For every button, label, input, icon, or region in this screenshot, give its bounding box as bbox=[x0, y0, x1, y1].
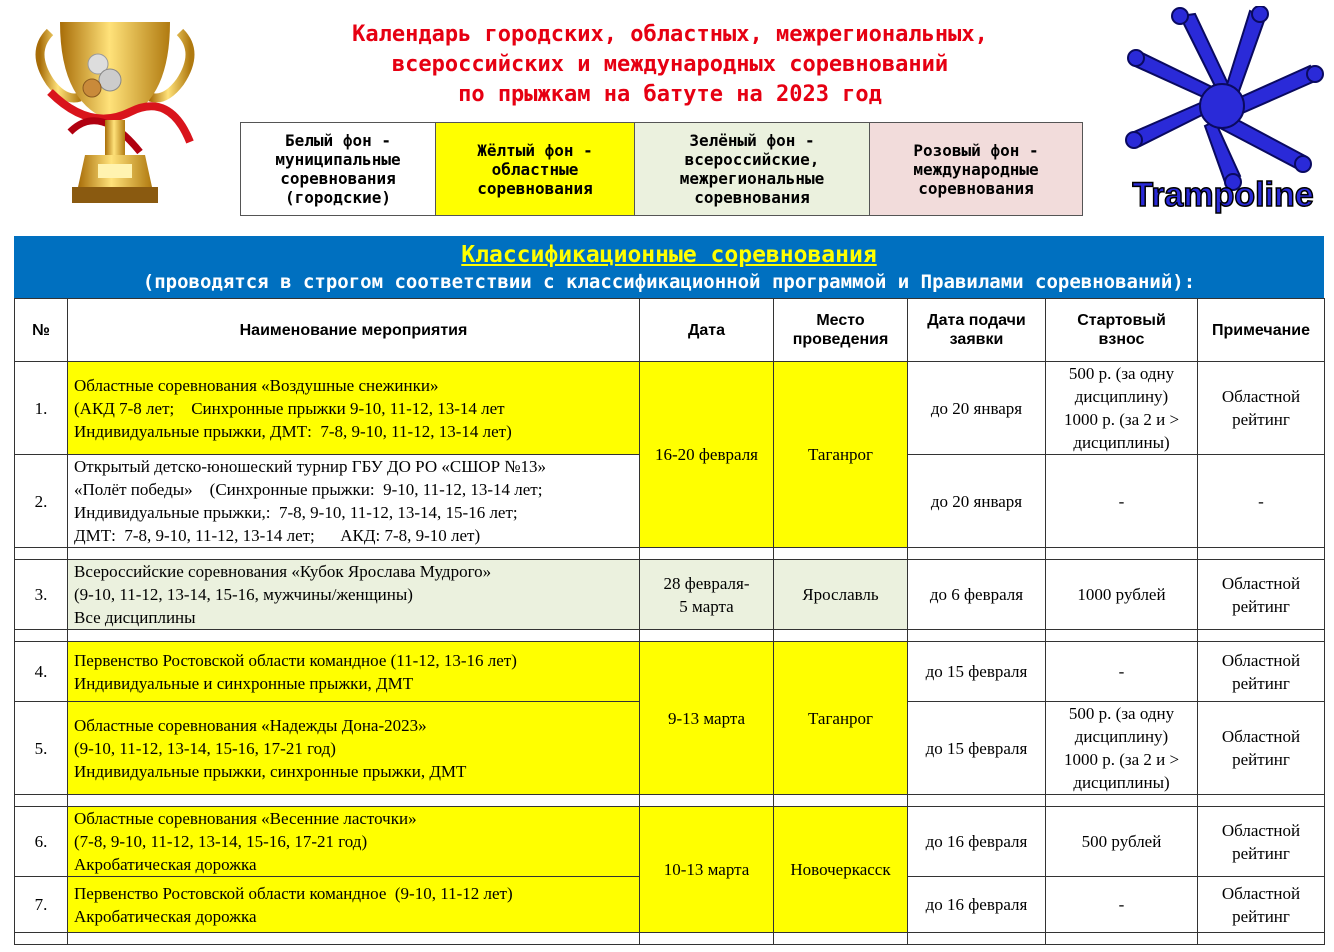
event-name bbox=[68, 362, 640, 455]
event-name bbox=[68, 702, 640, 795]
title-line-3: по прыжкам на батуте на 2023 год bbox=[458, 82, 882, 107]
event-deadline: до 15 февраля bbox=[908, 702, 1046, 795]
event-num: 7. bbox=[15, 877, 68, 933]
note-line: рейтинг bbox=[1232, 673, 1290, 693]
section-subtitle: (проводятся в строгом соответствии с классификационной программой и Правилами соревнований): bbox=[142, 271, 1196, 293]
date-line: 5 марта bbox=[679, 596, 734, 616]
event-deadline: до 6 февраля bbox=[908, 560, 1046, 630]
event-deadline: до 20 января bbox=[908, 455, 1046, 548]
col-name: Наименование мероприятия bbox=[68, 299, 640, 362]
note-line: рейтинг bbox=[1232, 906, 1290, 926]
event-name-line: Областные соревнования «Надежды Дона-2023» bbox=[74, 715, 427, 735]
note-line: рейтинг bbox=[1232, 410, 1290, 429]
event-deadline: до 16 февраля bbox=[908, 877, 1046, 933]
table-row bbox=[15, 807, 1325, 877]
event-name bbox=[68, 560, 640, 630]
event-note bbox=[1198, 807, 1325, 877]
event-name-line: Первенство Ростовской области командное (9-10, 11-12 лет) bbox=[74, 883, 513, 903]
event-name-line: Индивидуальные прыжки,: 7-8, 9-10, 11-12, 13-14, 15-16 лет; bbox=[74, 503, 518, 522]
event-date: 16-20 февраля bbox=[640, 362, 774, 548]
event-fee bbox=[1046, 362, 1198, 455]
fee-line: 500 р. (за одну bbox=[1068, 364, 1175, 383]
event-place: Ярославль bbox=[774, 560, 908, 630]
event-date bbox=[640, 560, 774, 630]
competitions-table bbox=[14, 298, 1325, 945]
date-line: 28 февраля- bbox=[663, 573, 750, 593]
title-line-1: Календарь городских, областных, межрегиональных, bbox=[352, 22, 988, 47]
event-name bbox=[68, 642, 640, 702]
col-num: № bbox=[15, 299, 68, 362]
event-note bbox=[1198, 642, 1325, 702]
legend-white: Белый фон - муниципальные соревнования (городские) bbox=[241, 123, 436, 216]
event-name-line: Первенство Ростовской области командное (11-12, 13-16 лет) bbox=[74, 650, 517, 670]
event-name-line: Всероссийские соревнования «Кубок Ярослава Мудрого» bbox=[74, 562, 492, 581]
fee-line: дисциплину) bbox=[1074, 387, 1169, 406]
col-note: Примечание bbox=[1198, 299, 1325, 362]
title-line-2: всероссийских и международных соревнований bbox=[391, 52, 949, 77]
event-num: 6. bbox=[15, 807, 68, 877]
event-fee: 1000 рублей bbox=[1046, 560, 1198, 630]
event-date: 9-13 марта bbox=[640, 642, 774, 795]
event-place: Новочеркасск bbox=[774, 807, 908, 933]
event-name bbox=[68, 455, 640, 548]
event-name-line: (7-8, 9-10, 11-12, 13-14, 15-16, 17-21 год) bbox=[74, 832, 368, 851]
event-name-line: ДМТ: 7-8, 9-10, 11-12, 13-14 лет; АКД: 7-8, 9-10 лет) bbox=[74, 526, 481, 545]
spacer-row bbox=[15, 795, 1325, 807]
event-name-line: Акробатическая дорожка bbox=[74, 855, 257, 874]
event-fee bbox=[1046, 702, 1198, 795]
trampoline-logo bbox=[1120, 6, 1326, 218]
event-num: 3. bbox=[15, 560, 68, 630]
note-line: Областной bbox=[1221, 573, 1301, 593]
note-line: Областной bbox=[1221, 387, 1301, 406]
event-place: Таганрог bbox=[774, 362, 908, 548]
section-banner bbox=[14, 236, 1324, 298]
event-note bbox=[1198, 702, 1325, 795]
note-line: Областной bbox=[1221, 820, 1301, 840]
event-name-line: (АКД 7-8 лет; Синхронные прыжки 9-10, 11-12, 13-14 лет bbox=[74, 398, 505, 418]
fee-line: дисциплину) bbox=[1074, 727, 1169, 746]
event-note bbox=[1198, 877, 1325, 933]
col-date: Дата bbox=[640, 299, 774, 362]
event-name bbox=[68, 807, 640, 877]
table-row bbox=[15, 362, 1325, 455]
event-name-line: Открытый детско-юношеский турнир ГБУ ДО РО «СШОР №13» bbox=[74, 457, 547, 476]
col-place: Место проведения bbox=[774, 299, 908, 362]
note-line: рейтинг bbox=[1232, 843, 1290, 863]
color-legend bbox=[240, 122, 1083, 216]
note-line: рейтинг bbox=[1232, 750, 1290, 769]
col-deadline: Дата подачи заявки bbox=[908, 299, 1046, 362]
logo-text: Trampoline bbox=[1132, 176, 1314, 214]
legend-green: Зелёный фон - всероссийские, межрегиональные соревнования bbox=[635, 123, 870, 216]
table-row bbox=[15, 560, 1325, 630]
event-note: - bbox=[1198, 455, 1325, 548]
fee-line: дисциплины) bbox=[1073, 773, 1170, 792]
table-header-row bbox=[15, 299, 1325, 362]
event-fee: - bbox=[1046, 642, 1198, 702]
event-fee: 500 рублей bbox=[1046, 807, 1198, 877]
fee-line: дисциплины) bbox=[1073, 433, 1170, 452]
spacer-row bbox=[15, 933, 1325, 945]
col-fee: Стартовый взнос bbox=[1046, 299, 1198, 362]
event-num: 1. bbox=[15, 362, 68, 455]
event-note bbox=[1198, 560, 1325, 630]
event-num: 2. bbox=[15, 455, 68, 548]
spacer-row bbox=[15, 630, 1325, 642]
legend-pink: Розовый фон - международные соревнования bbox=[870, 123, 1083, 216]
event-deadline: до 20 января bbox=[908, 362, 1046, 455]
note-line: рейтинг bbox=[1232, 596, 1290, 616]
event-place: Таганрог bbox=[774, 642, 908, 795]
event-name-line: (9-10, 11-12, 13-14, 15-16, 17-21 год) bbox=[74, 738, 336, 758]
event-name-line: «Полёт победы» (Синхронные прыжки: 9-10, 11-12, 13-14 лет; bbox=[74, 480, 543, 499]
event-deadline: до 15 февраля bbox=[908, 642, 1046, 702]
note-line: Областной bbox=[1221, 727, 1301, 746]
event-name-line: Областные соревнования «Воздушные снежинки» bbox=[74, 375, 439, 395]
table-row bbox=[15, 642, 1325, 702]
event-name bbox=[68, 877, 640, 933]
section-title: Классификационные соревнования bbox=[461, 242, 877, 268]
event-name-line: Индивидуальные прыжки, ДМТ: 7-8, 9-10, 11-12, 13-14 лет) bbox=[74, 421, 512, 441]
fee-line: 1000 р. (за 2 и > bbox=[1063, 410, 1180, 429]
spacer-row bbox=[15, 548, 1325, 560]
note-line: Областной bbox=[1221, 883, 1301, 903]
trophy-cup-image bbox=[30, 12, 200, 212]
event-fee: - bbox=[1046, 455, 1198, 548]
event-name-line: Индивидуальные прыжки, синхронные прыжки, ДМТ bbox=[74, 761, 467, 781]
event-num: 5. bbox=[15, 702, 68, 795]
event-date: 10-13 марта bbox=[640, 807, 774, 933]
event-fee: - bbox=[1046, 877, 1198, 933]
event-name-line: Индивидуальные и синхронные прыжки, ДМТ bbox=[74, 673, 414, 693]
event-name-line: Областные соревнования «Весенние ласточки» bbox=[74, 809, 417, 828]
event-name-line: Акробатическая дорожка bbox=[74, 906, 257, 926]
event-note bbox=[1198, 362, 1325, 455]
fee-line: 500 р. (за одну bbox=[1068, 704, 1175, 723]
page-title bbox=[250, 20, 1090, 110]
event-deadline: до 16 февраля bbox=[908, 807, 1046, 877]
note-line: Областной bbox=[1221, 650, 1301, 670]
event-num: 4. bbox=[15, 642, 68, 702]
event-name-line: (9-10, 11-12, 13-14, 15-16, мужчины/женщины) bbox=[74, 585, 413, 604]
event-name-line: Все дисциплины bbox=[74, 608, 196, 627]
legend-yellow: Жёлтый фон - областные соревнования bbox=[436, 123, 635, 216]
fee-line: 1000 р. (за 2 и > bbox=[1063, 750, 1180, 769]
